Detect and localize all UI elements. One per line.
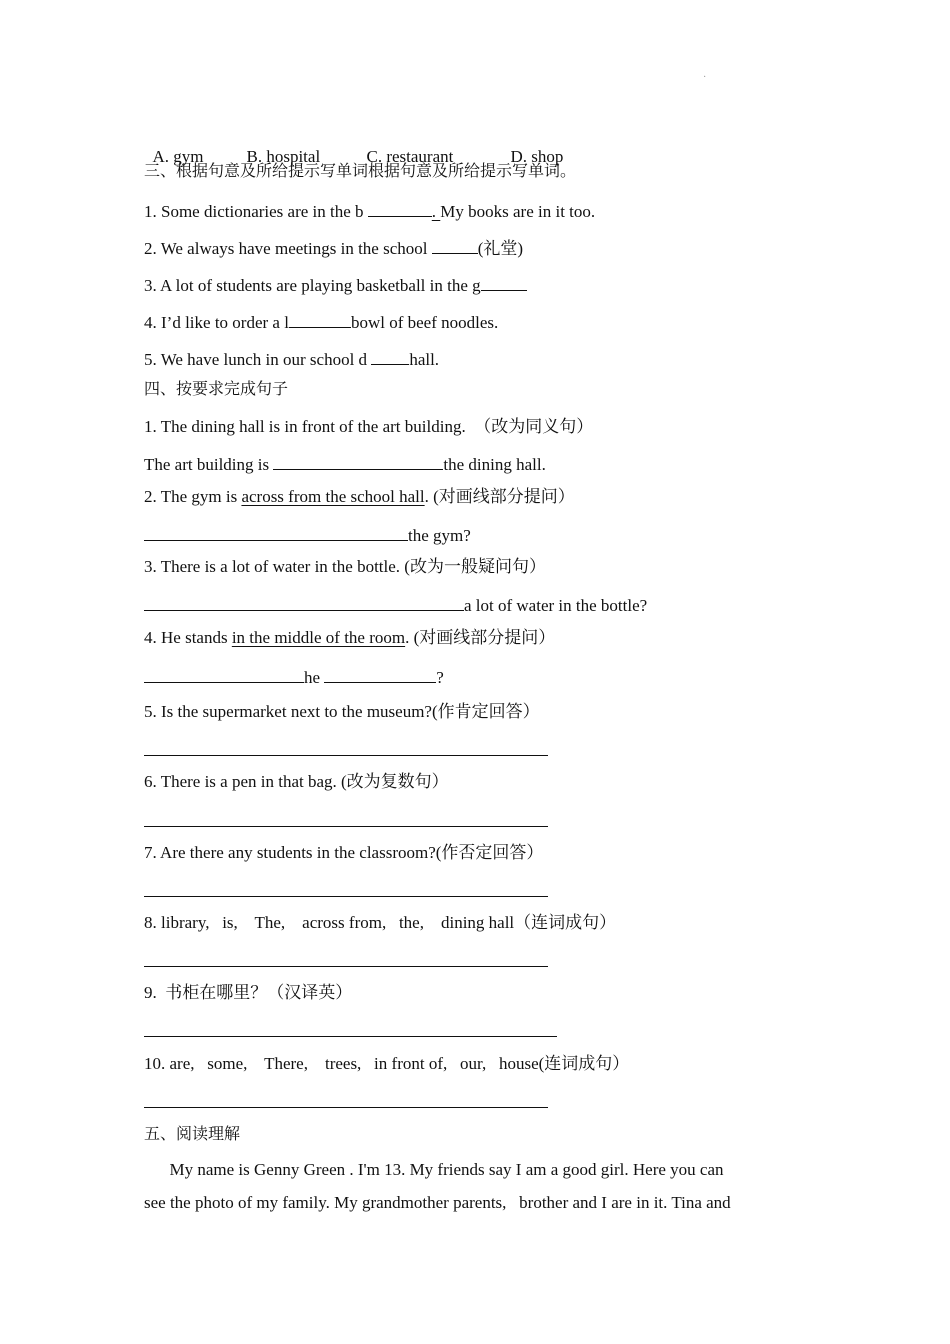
corner-mark: · xyxy=(703,72,707,83)
answer-blank[interactable] xyxy=(481,273,527,291)
reading-passage-line-2: see the photo of my family. My grandmother parents, brother and I are in it. Tina and xyxy=(144,1193,731,1212)
s4-answer-4: he ? xyxy=(144,665,444,689)
s3-question-1: 1. Some dictionaries are in the b . My books are in it too. xyxy=(144,199,595,223)
s4-answer-1: The art building is the dining hall. xyxy=(144,452,546,476)
answer-line[interactable] xyxy=(144,966,548,967)
answer-blank[interactable] xyxy=(273,452,443,470)
answer-line[interactable] xyxy=(144,826,548,827)
option-d: D. shop xyxy=(510,147,564,166)
s3-question-4: 4. I’d like to order a l bowl of beef noodles. xyxy=(144,310,498,334)
answer-line[interactable] xyxy=(144,1036,557,1037)
s4-question-8: 8. library, is, The, across from, the, dining hall（连词成句） xyxy=(144,913,617,932)
s4-answer-3: a lot of water in the bottle? xyxy=(144,593,647,617)
s3-question-2: 2. We always have meetings in the school (礼堂) xyxy=(144,236,523,260)
s4-question-9: 9. 书柜在哪里？（汉译英） xyxy=(144,983,353,1002)
answer-line[interactable] xyxy=(144,896,548,897)
section5-title: 五、阅读理解 xyxy=(144,1124,241,1143)
answer-blank[interactable] xyxy=(144,665,304,683)
option-c: C. restaurant xyxy=(366,147,454,166)
option-b: B. hospital xyxy=(246,147,321,166)
answer-blank[interactable] xyxy=(289,310,351,328)
s4-question-1: 1. The dining hall is in front of the art building. （改为同义句） xyxy=(144,417,594,436)
s4-question-2: 2. The gym is across from the school hall. (对画线部分提问） xyxy=(144,487,575,506)
s4-question-10: 10. are, some, There, trees, in front of, our, house(连词成句） xyxy=(144,1054,630,1073)
answer-blank[interactable] xyxy=(432,236,478,254)
s3-question-3: 3. A lot of students are playing basketball in the g xyxy=(144,273,527,297)
s4-question-4: 4. He stands in the middle of the room. (对画线部分提问） xyxy=(144,628,556,647)
answer-blank[interactable] xyxy=(368,199,432,217)
reading-passage-line-1: My name is Genny Green . I'm 13. My friends say I am a good girl. Here you can xyxy=(144,1160,724,1179)
answer-blank[interactable] xyxy=(144,523,408,541)
answer-line[interactable] xyxy=(144,1107,548,1108)
s4-question-6: 6. There is a pen in that bag. (改为复数句） xyxy=(144,772,449,791)
section3-title: 三、根据句意及所给提示写单词根据句意及所给提示写单词。 xyxy=(144,161,577,180)
s4-question-7: 7. Are there any students in the classroom?(作否定回答） xyxy=(144,843,544,862)
answer-line[interactable] xyxy=(144,755,548,756)
s4-answer-2: the gym? xyxy=(144,523,471,547)
answer-blank[interactable] xyxy=(371,347,409,365)
option-a: A. gym xyxy=(152,147,204,166)
answer-blank[interactable] xyxy=(144,593,464,611)
s4-question-5: 5. Is the supermarket next to the museum?(作肯定回答） xyxy=(144,702,540,721)
answer-blank[interactable] xyxy=(324,665,436,683)
s3-question-5: 5. We have lunch in our school d hall. xyxy=(144,347,439,371)
s4-question-3: 3. There is a lot of water in the bottle. (改为一般疑问句） xyxy=(144,557,546,576)
section4-title: 四、按要求完成句子 xyxy=(144,379,289,398)
